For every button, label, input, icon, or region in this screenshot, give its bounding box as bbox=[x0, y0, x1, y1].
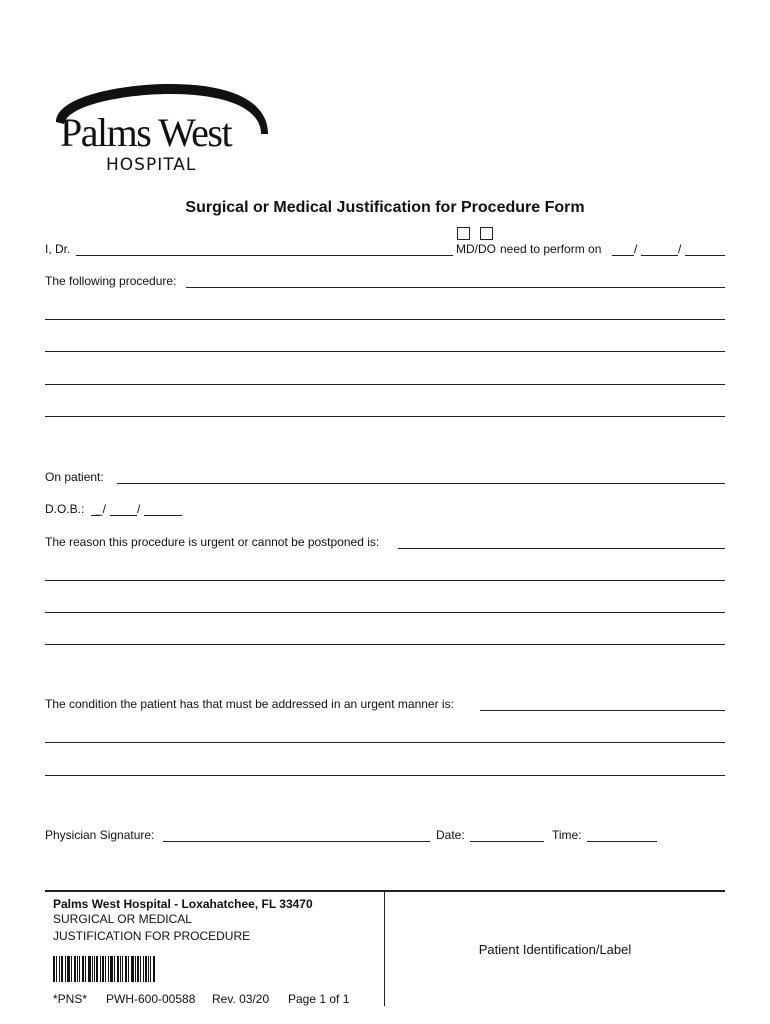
form-title: Surgical or Medical Justification for Procedure Form bbox=[185, 199, 585, 216]
reason-line[interactable] bbox=[45, 612, 725, 613]
footer-form-code: PWH-600-00588 bbox=[106, 992, 196, 1006]
procedure-line[interactable] bbox=[45, 319, 725, 320]
doctor-label: I, Dr. bbox=[45, 242, 71, 256]
reason-label: The reason this procedure is urgent or cannot be postponed is: bbox=[45, 535, 380, 549]
procedure-label: The following procedure: bbox=[45, 274, 177, 288]
procedure-field[interactable] bbox=[186, 287, 725, 288]
footer-pns: *PNS* bbox=[53, 992, 88, 1006]
date-slash: / bbox=[678, 242, 682, 256]
dob-slash: _/ bbox=[96, 502, 107, 516]
perform-month-field[interactable] bbox=[612, 255, 634, 256]
reason-field[interactable] bbox=[398, 548, 725, 549]
signature-field[interactable] bbox=[163, 841, 430, 842]
logo-subtitle: HOSPITAL bbox=[106, 155, 197, 175]
condition-line[interactable] bbox=[45, 775, 725, 776]
dob-day-field[interactable] bbox=[110, 515, 137, 516]
dob-label: D.O.B.: bbox=[45, 502, 85, 516]
need-perform-label: need to perform on bbox=[500, 242, 602, 256]
footer-divider bbox=[45, 890, 725, 892]
footer-hospital: Palms West Hospital - Loxahatchee, FL 33470 bbox=[53, 897, 313, 911]
perform-year-field[interactable] bbox=[685, 255, 725, 256]
doctor-name-field[interactable] bbox=[76, 255, 453, 256]
barcode bbox=[53, 956, 155, 982]
palms-west-logo bbox=[48, 82, 273, 177]
condition-line[interactable] bbox=[45, 742, 725, 743]
footer-form-title-1: SURGICAL OR MEDICAL bbox=[53, 912, 192, 926]
logo-name: Palms West bbox=[60, 110, 232, 155]
date-slash: / bbox=[634, 242, 638, 256]
patient-label: On patient: bbox=[45, 470, 104, 484]
dob-slash: / bbox=[137, 502, 141, 516]
time-field[interactable] bbox=[587, 841, 657, 842]
patient-id-label: Patient Identification/Label bbox=[478, 942, 632, 957]
footer-page-number: Page 1 of 1 bbox=[288, 992, 350, 1006]
date-label: Date: bbox=[436, 828, 465, 842]
condition-label: The condition the patient has that must be addressed in an urgent manner is: bbox=[45, 697, 454, 711]
procedure-line[interactable] bbox=[45, 384, 725, 385]
md-checkbox[interactable] bbox=[457, 227, 470, 240]
signature-label: Physician Signature: bbox=[45, 828, 155, 842]
patient-name-field[interactable] bbox=[117, 483, 725, 484]
procedure-line[interactable] bbox=[45, 351, 725, 352]
dob-year-field[interactable] bbox=[144, 515, 182, 516]
perform-day-field[interactable] bbox=[641, 255, 678, 256]
reason-line[interactable] bbox=[45, 580, 725, 581]
do-checkbox[interactable] bbox=[480, 227, 493, 240]
footer-form-title-2: JUSTIFICATION FOR PROCEDURE bbox=[53, 929, 251, 943]
footer-revision: Rev. 03/20 bbox=[212, 992, 270, 1006]
condition-field[interactable] bbox=[480, 710, 725, 711]
procedure-line[interactable] bbox=[45, 416, 725, 417]
date-field[interactable] bbox=[470, 841, 544, 842]
time-label: Time: bbox=[552, 828, 582, 842]
reason-line[interactable] bbox=[45, 644, 725, 645]
mddo-label: MD/DO bbox=[456, 242, 496, 256]
